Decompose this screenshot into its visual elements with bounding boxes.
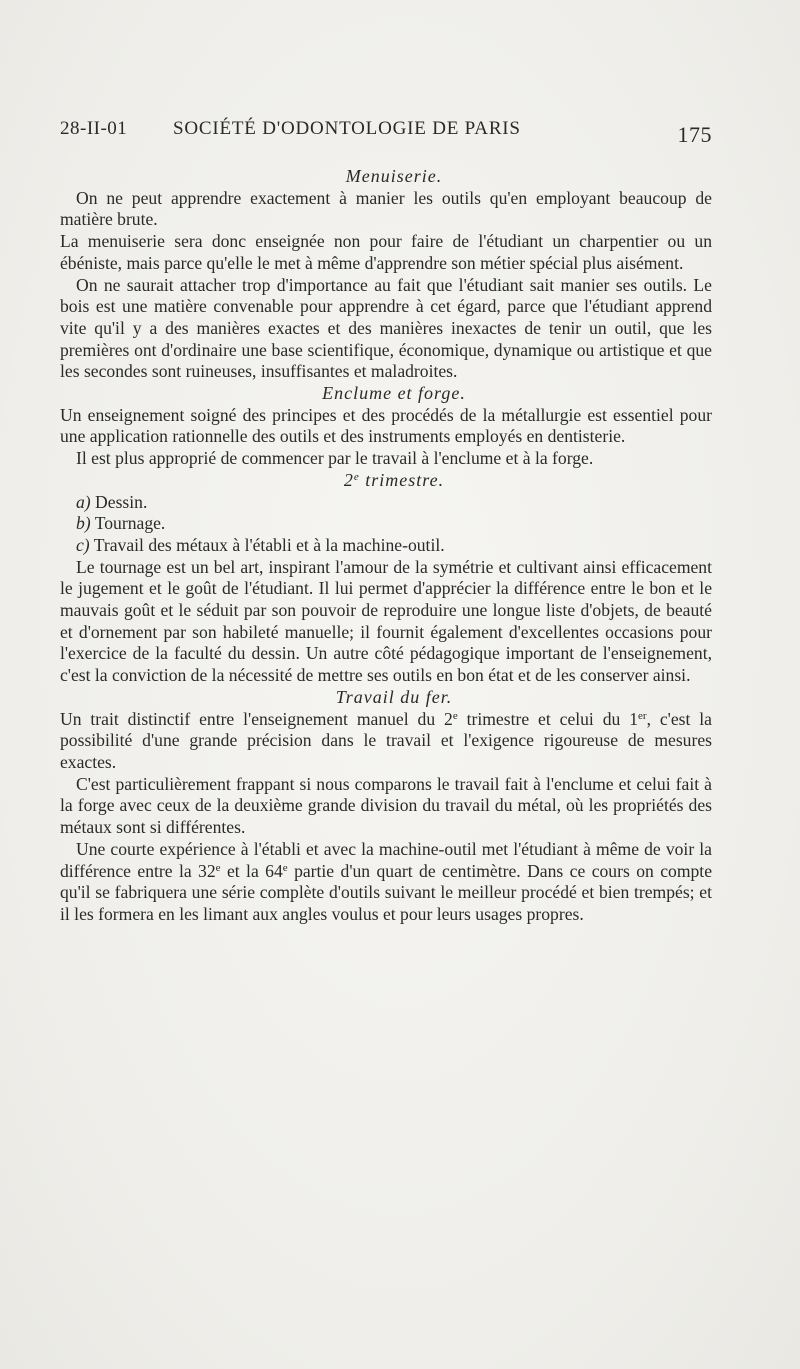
superscript: er bbox=[638, 709, 647, 722]
list-label: b) bbox=[76, 513, 91, 534]
superscript: e bbox=[452, 709, 458, 722]
list-item bbox=[60, 513, 712, 535]
paragraph: La menuiserie sera donc enseignée non pour faire de l'étudiant un charpentier ou un ébéniste, mais parce qu'elle le met à même d'apprendre son métier spécial plus aisément. bbox=[60, 231, 712, 273]
title-text: trimestre. bbox=[359, 469, 445, 490]
text-run: Un trait distinctif entre l'enseignement manuel du 2 bbox=[60, 708, 453, 729]
text-run: Une courte expérience à l'établi et avec la machine-outil met l'étudiant à même de voir la différence entre la 32 bbox=[60, 838, 712, 881]
section-title-trimestre bbox=[60, 470, 712, 492]
text-run: partie d'un quart de centimètre. Dans ce cours on compte qu'il se fabriquera une série complète d'outils suivant le meilleur procédé et bien trempés; et il les formera en les limant aux angles voulus et pour leurs usages propres. bbox=[60, 860, 712, 924]
paragraph: On ne peut apprendre exactement à manier les outils qu'en employant beaucoup de matière brute. bbox=[60, 187, 712, 230]
list-label: a) bbox=[76, 491, 91, 512]
header-journal-title: SOCIÉTÉ D'ODONTOLOGIE DE PARIS bbox=[173, 118, 521, 139]
paragraph: Le tournage est un bel art, inspirant l'amour de la symétrie et cultivant ainsi efficacement le jugement et le goût de l'étudiant. Il lui permet d'apprécier la différence entre le bon et le mauvais goût et le séduit par son pouvoir de reproduire une longue liste d'objets, de beauté et d'ornement par son habileté manuelle; il fournit également d'excellentes occasions pour l'exercice de la faculté du dessin. Un autre côté pédagogique important de l'enseignement, c'est la conviction de la nécessité de mettre ses outils en bon état et de les conserver ainsi. bbox=[60, 556, 712, 686]
section-title-menuiserie: Menuiserie. bbox=[345, 166, 443, 186]
list-text: Travail des métaux à l'établi et à la machine-outil. bbox=[89, 534, 445, 555]
title-number: 2 bbox=[343, 469, 354, 490]
text-run: et la 64 bbox=[220, 860, 283, 881]
section-title-enclume: Enclume et forge. bbox=[322, 383, 466, 404]
list-item bbox=[60, 535, 712, 557]
superscript: e bbox=[282, 861, 288, 874]
list-text: Dessin. bbox=[90, 491, 148, 512]
section-title-fer: Travail du fer. bbox=[335, 686, 453, 707]
text-run: , c'est la possibilité d'une grande précision dans le travail et l'exigence rigoureuse de mesures exactes. bbox=[60, 708, 712, 772]
paragraph: On ne saurait attacher trop d'importance au fait que l'étudiant sait manier ses outils. Le bois est une matière convenable pour apprendre à cet égard, parce que l'étudiant apprend vite qu'il y a des manières exactes et des manières inexactes de tenir un outil, que les premières ont d'ordinaire une base scientifique, économique, dynamique ou artistique et que les secondes sont ruineuses, insuffisantes et maladroites. bbox=[60, 274, 712, 382]
paragraph: C'est particulièrement frappant si nous comparons le travail fait à l'enclume et celui fait à la forge avec ceux de la deuxième grande division du travail du métal, où les propriétés des métaux sont si différentes. bbox=[60, 773, 712, 838]
list-label: c) bbox=[76, 534, 90, 555]
list-text: Tournage. bbox=[90, 513, 166, 534]
title-superscript: e bbox=[353, 470, 360, 483]
paragraph: Il est plus approprié de commencer par le travail à l'enclume et à la forge. bbox=[76, 448, 594, 469]
page-body bbox=[60, 166, 712, 926]
paragraph bbox=[60, 709, 712, 774]
superscript: e bbox=[215, 861, 221, 874]
page-number: 175 bbox=[677, 122, 712, 147]
paragraph: Un enseignement soigné des principes et des procédés de la métallurgie est essentiel pour une application rationnelle des outils et des instruments employés en dentisterie. bbox=[60, 404, 712, 447]
list-item bbox=[60, 492, 712, 514]
paragraph bbox=[60, 839, 712, 926]
header-date: 28-II-01 bbox=[60, 118, 128, 139]
running-header bbox=[60, 116, 712, 146]
text-run: trimestre et celui du 1 bbox=[457, 708, 639, 729]
